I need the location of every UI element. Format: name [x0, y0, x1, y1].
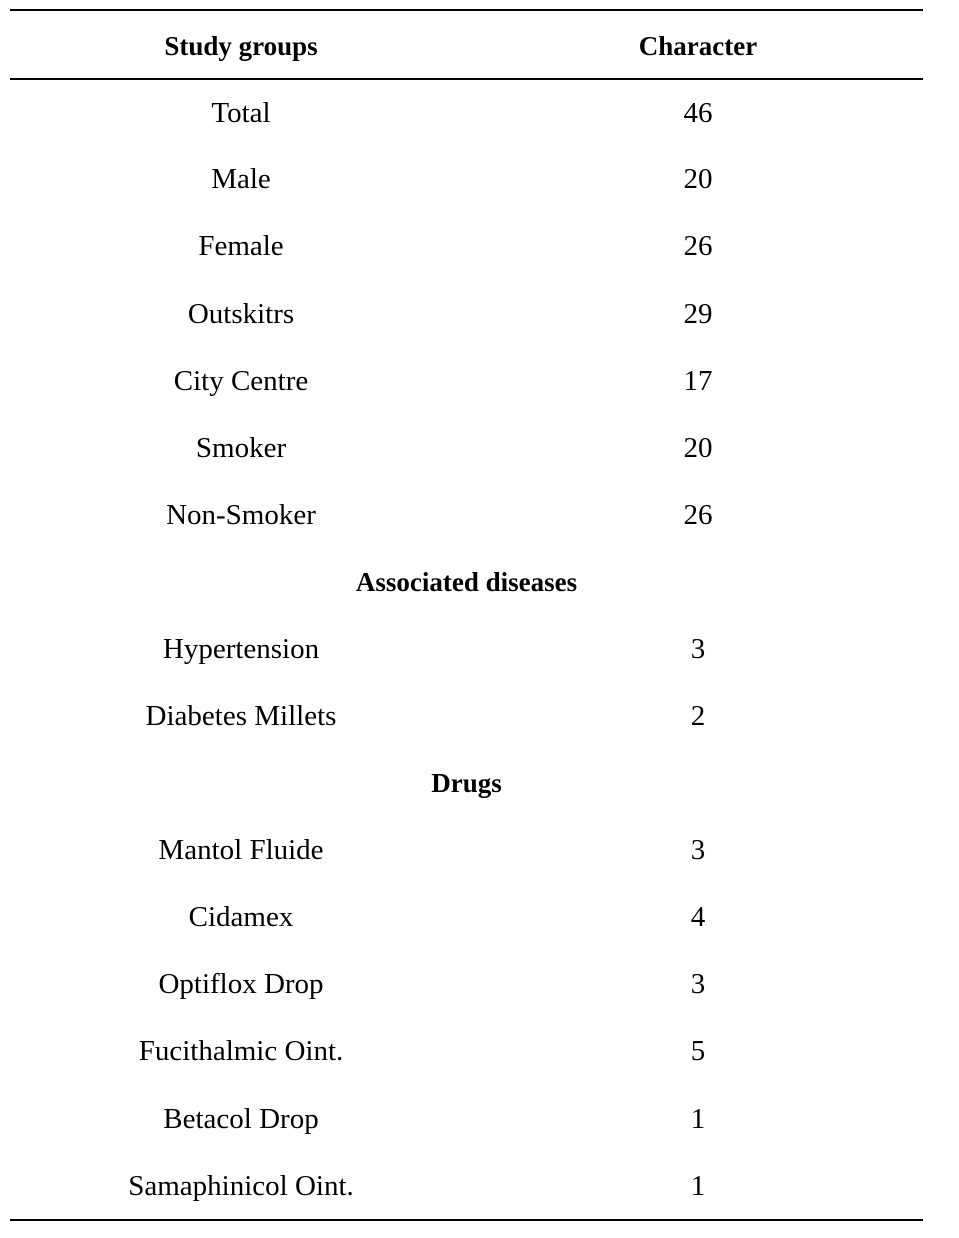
row-value: 29: [683, 298, 713, 330]
table-row: [10, 495, 923, 535]
table-row: [10, 361, 923, 401]
row-group-label: Betacol Drop: [163, 1103, 319, 1135]
row-group-label: Outskitrs: [187, 298, 295, 330]
row-group-label: Optiflox Drop: [158, 968, 324, 1000]
table-row: [10, 696, 923, 736]
row-group-label: Samaphinicol Oint.: [128, 1170, 354, 1202]
table-header-rule: [10, 78, 923, 80]
row-value: 20: [683, 163, 713, 195]
row-value: 5: [690, 1035, 706, 1067]
table-row: [10, 1166, 923, 1206]
row-group-label: Hypertension: [162, 633, 320, 665]
row-value: 3: [690, 968, 706, 1000]
row-value: 20: [683, 432, 713, 464]
row-group-label: Diabetes Millets: [145, 700, 337, 732]
table-row: [10, 226, 923, 266]
row-value: 4: [690, 901, 706, 933]
row-group-label: Male: [211, 163, 271, 195]
table-row: [10, 428, 923, 468]
row-group-label: Female: [198, 230, 284, 262]
row-group-label: Fucithalmic Oint.: [138, 1035, 344, 1067]
row-value: 2: [690, 700, 706, 732]
row-group-label: City Centre: [173, 365, 309, 397]
row-value: 1: [690, 1170, 706, 1202]
table-row: [10, 1031, 923, 1071]
table-row: [10, 294, 923, 334]
row-group-label: Non-Smoker: [166, 499, 316, 531]
header-character: Character: [638, 31, 758, 61]
table-row: [10, 830, 923, 870]
table-row: [10, 159, 923, 199]
row-value: 17: [683, 365, 713, 397]
table-row: [10, 964, 923, 1004]
table-row: [10, 93, 923, 133]
table-row: [10, 1099, 923, 1139]
section-heading-drugs: [10, 763, 923, 803]
row-value: 46: [683, 97, 713, 129]
row-value: 3: [690, 834, 706, 866]
table-row: [10, 897, 923, 937]
row-value: 1: [690, 1103, 706, 1135]
section-label: Drugs: [431, 768, 502, 798]
table-header-row: [10, 26, 923, 66]
row-group-label: Total: [211, 97, 271, 129]
row-group-label: Mantol Fluide: [158, 834, 324, 866]
table-bottom-rule: [10, 1219, 923, 1221]
section-label: Associated diseases: [355, 567, 578, 597]
table-top-rule: [10, 9, 923, 11]
row-group-label: Cidamex: [188, 901, 294, 933]
row-value: 26: [683, 230, 713, 262]
section-heading-associated-diseases: [10, 562, 923, 602]
row-group-label: Smoker: [195, 432, 287, 464]
table-row: [10, 629, 923, 669]
header-study-groups: Study groups: [164, 31, 318, 61]
row-value: 26: [683, 499, 713, 531]
row-value: 3: [690, 633, 706, 665]
